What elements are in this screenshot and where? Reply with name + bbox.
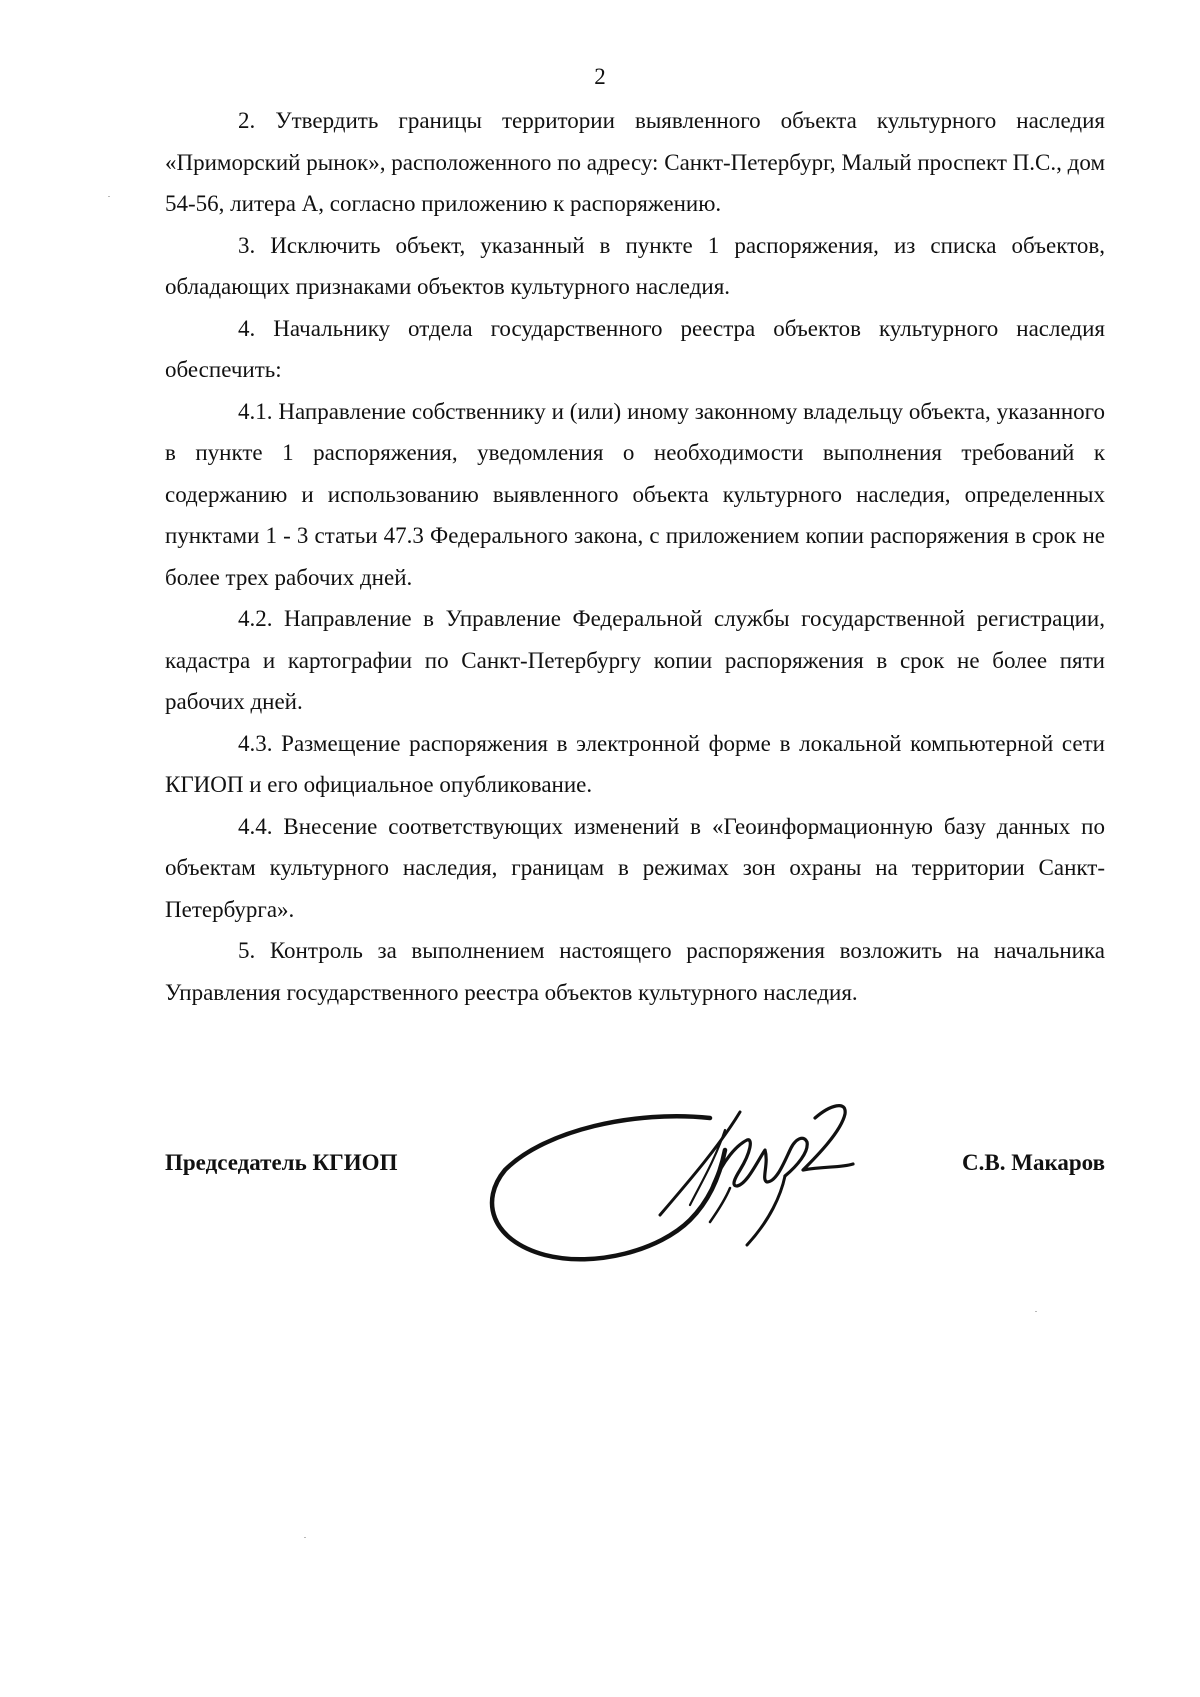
paragraph-3: 3. Исключить объект, указанный в пункте 1 распоряжения, из списка объектов, обладающих признаками объектов культурного наследия. (165, 232, 1105, 299)
scan-speck (1035, 1311, 1037, 1312)
paragraph-4-2: 4.2. Направление в Управление Федеральной службы государственной регистрации, кадастра и картографии по Санкт-Петербургу копии распоряжения в срок не более пяти рабочих дней. (165, 606, 1105, 714)
paragraph-4-3: 4.3. Размещение распоряжения в электронной форме в локальной компьютерной сети КГИОП и его официальное опубликование. (165, 730, 1105, 797)
handwritten-signature (485, 1090, 905, 1270)
paragraph-4-4: 4.4. Внесение соответствующих изменений в «Геоинформационную базу данных по объектам культурного наследия, границам в режимах зон охраны на территории Санкт-Петербурга». (165, 813, 1105, 922)
document-body (165, 100, 1105, 1013)
paragraph-5: 5. Контроль за выполнением настоящего распоряжения возложить на начальника Управления государственного реестра объектов культурного наследия. (165, 938, 1105, 1005)
paragraph-2: 2. Утвердить границы территории выявленного объекта культурного наследия «Приморский рынок», расположенного по адресу: Санкт-Петербург, Малый проспект П.С., дом 54-56, литера А, согласно приложению к распоряжению. (165, 108, 1105, 216)
scan-speck (304, 1537, 306, 1538)
page-number: 2 (594, 64, 606, 89)
scan-speck (108, 196, 110, 197)
paragraph-4: 4. Начальнику отдела государственного реестра объектов культурного наследия обеспечить: (165, 315, 1105, 382)
paragraph-4-1: 4.1. Направление собственнику и (или) иному законному владельцу объекта, указанного в пункте 1 распоряжения, уведомления о необходимости выполнения требований к содержанию и использованию выявленного объекта культурного наследия, определенных пунктами 1 - 3 статьи 47.3 Федерального закона, с приложением копии распоряжения в срок не более трех рабочих дней. (165, 398, 1105, 590)
signer-name: С.В. Макаров (962, 1150, 1105, 1175)
signer-title: Председатель КГИОП (165, 1150, 398, 1175)
